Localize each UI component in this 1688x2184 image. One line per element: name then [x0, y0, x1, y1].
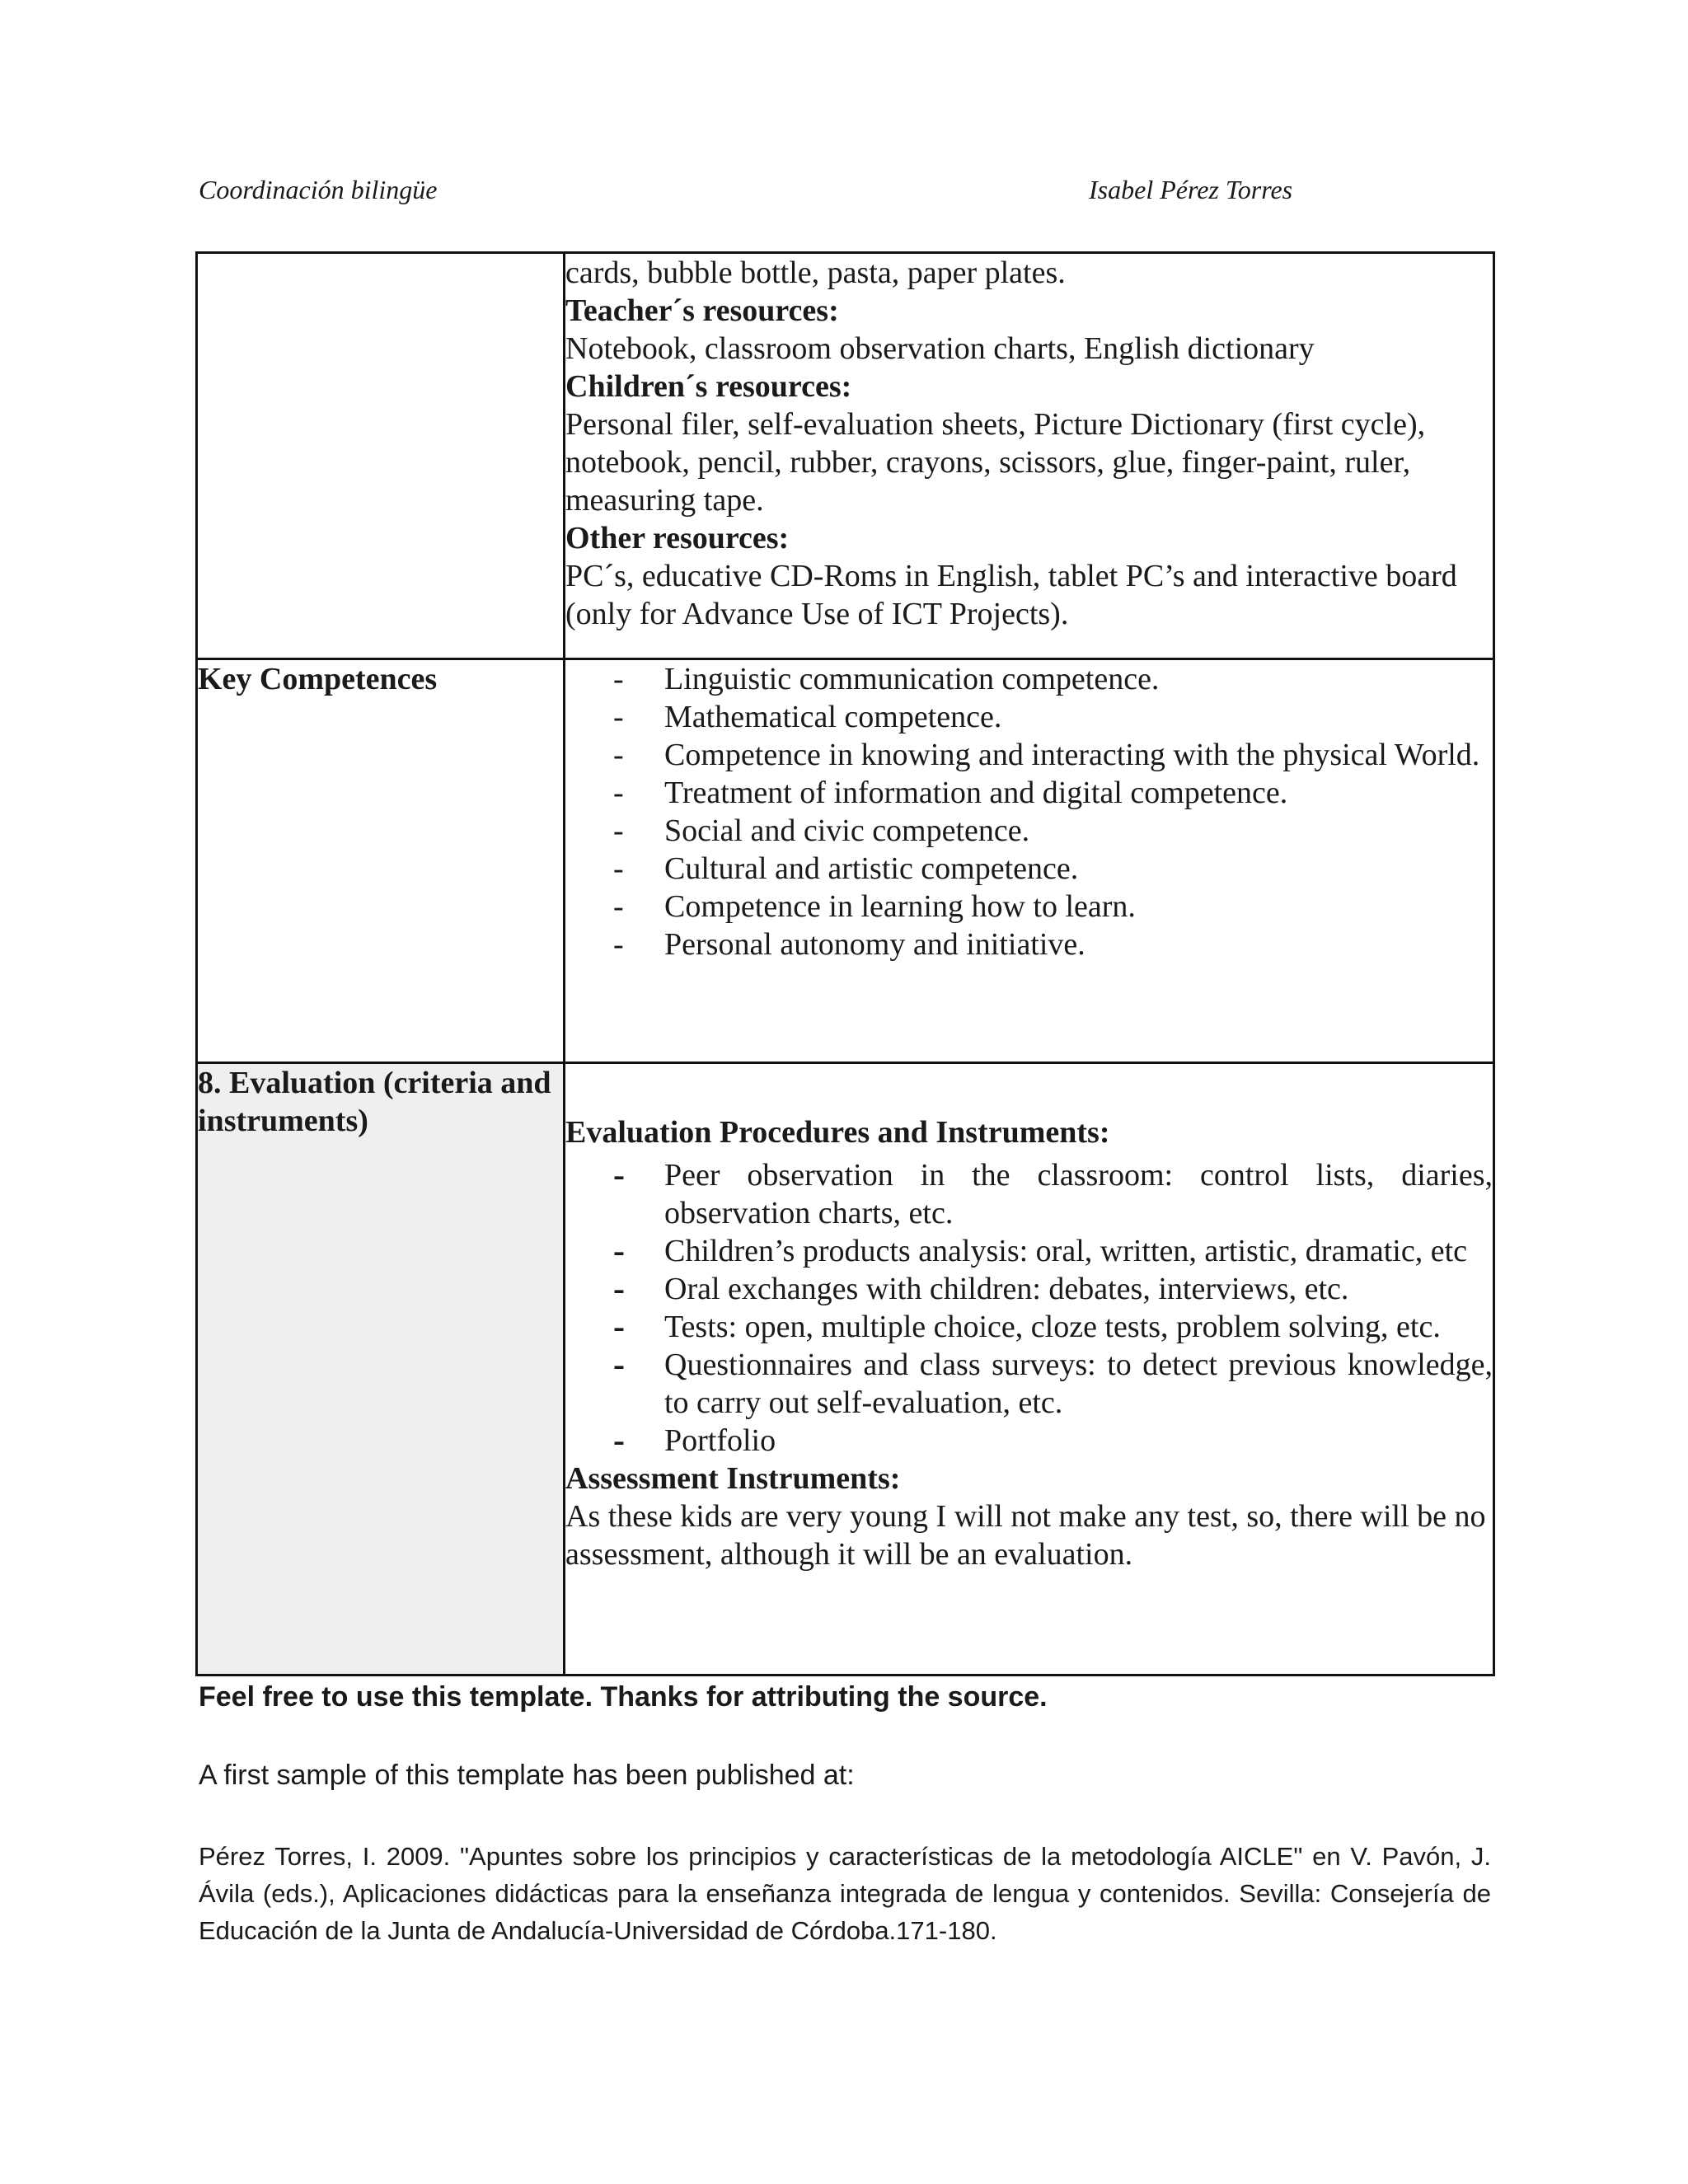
- list-item: - Personal autonomy and initiative.: [565, 926, 1493, 963]
- list-item: - Tests: open, multiple choice, cloze tests, problem solving, etc.: [565, 1308, 1493, 1346]
- reference-citation: Pérez Torres, I. 2009. "Apuntes sobre los principios y características de la metodología AICLE" en V. Pavón, J. Ávila (eds.), Aplicaciones didácticas para la enseñanza integrada de lengua y contenidos. Sevilla: Consejería de Educación de la Junta de Andalucía-Universidad de Córdoba.171-180.: [199, 1842, 1491, 1945]
- assessment-heading: Assessment Instruments:: [565, 1461, 901, 1496]
- header-left: Coordinación bilingüe: [199, 175, 438, 204]
- resources-line: cards, bubble bottle, pasta, paper plates.: [565, 255, 1066, 290]
- key-competences-content: [565, 659, 1494, 1063]
- list-item: - Questionnaires and class surveys: to detect previous knowledge, to carry out self-evaluation, etc.: [565, 1346, 1493, 1422]
- list-item: - Social and civic competence.: [565, 812, 1493, 850]
- header-right: Isabel Pérez Torres: [1089, 175, 1293, 204]
- sample-note: A first sample of this template has been published at:: [199, 1760, 855, 1791]
- competences-list: [565, 660, 1493, 963]
- procedures-list: [565, 1156, 1493, 1460]
- lesson-plan-table: [195, 251, 1495, 1676]
- evaluation-content: [565, 1063, 1494, 1675]
- list-item: - Portfolio: [565, 1422, 1493, 1460]
- procedures-heading: Evaluation Procedures and Instruments:: [565, 1115, 1110, 1150]
- key-competences-label: Key Competences: [197, 659, 565, 1063]
- list-item: - Treatment of information and digital competence.: [565, 774, 1493, 812]
- page-header: [199, 175, 1311, 216]
- teacher-resources-heading: Teacher´s resources:: [565, 293, 839, 328]
- children-resources-text: Personal filer, self-evaluation sheets, Picture Dictionary (first cycle), notebook, pencil, rubber, crayons, scissors, glue, finger-paint, ruler, measuring tape.: [565, 407, 1426, 518]
- other-resources-text: PC´s, educative CD-Roms in English, tablet PC’s and interactive board (only for Advance Use of ICT Projects).: [565, 559, 1457, 631]
- list-item: - Children’s products analysis: oral, written, artistic, dramatic, etc: [565, 1232, 1493, 1270]
- assessment-text: As these kids are very young I will not make any test, so, there will be no assessment, although it will be an evaluation.: [565, 1499, 1486, 1572]
- resources-label-cell: [197, 253, 565, 659]
- list-item: - Competence in knowing and interacting with the physical World.: [565, 736, 1493, 774]
- list-item: - Competence in learning how to learn.: [565, 888, 1493, 926]
- attribution-note: Feel free to use this template. Thanks for attributing the source.: [199, 1681, 1048, 1713]
- list-item: - Linguistic communication competence.: [565, 660, 1493, 698]
- list-item: - Mathematical competence.: [565, 698, 1493, 736]
- evaluation-label: 8. Evaluation (criteria and instruments): [197, 1063, 565, 1675]
- key-competences-row: [197, 659, 1494, 1063]
- children-resources-heading: Children´s resources:: [565, 369, 852, 404]
- other-resources-heading: Other resources:: [565, 521, 790, 555]
- teacher-resources-text: Notebook, classroom observation charts, English dictionary: [565, 331, 1315, 366]
- resources-content-cell: [565, 253, 1494, 659]
- list-item: - Oral exchanges with children: debates, interviews, etc.: [565, 1270, 1493, 1308]
- evaluation-row: [197, 1063, 1494, 1675]
- resources-row: [197, 253, 1494, 659]
- list-item: - Peer observation in the classroom: control lists, diaries, observation charts, etc.: [565, 1156, 1493, 1232]
- list-item: - Cultural and artistic competence.: [565, 850, 1493, 888]
